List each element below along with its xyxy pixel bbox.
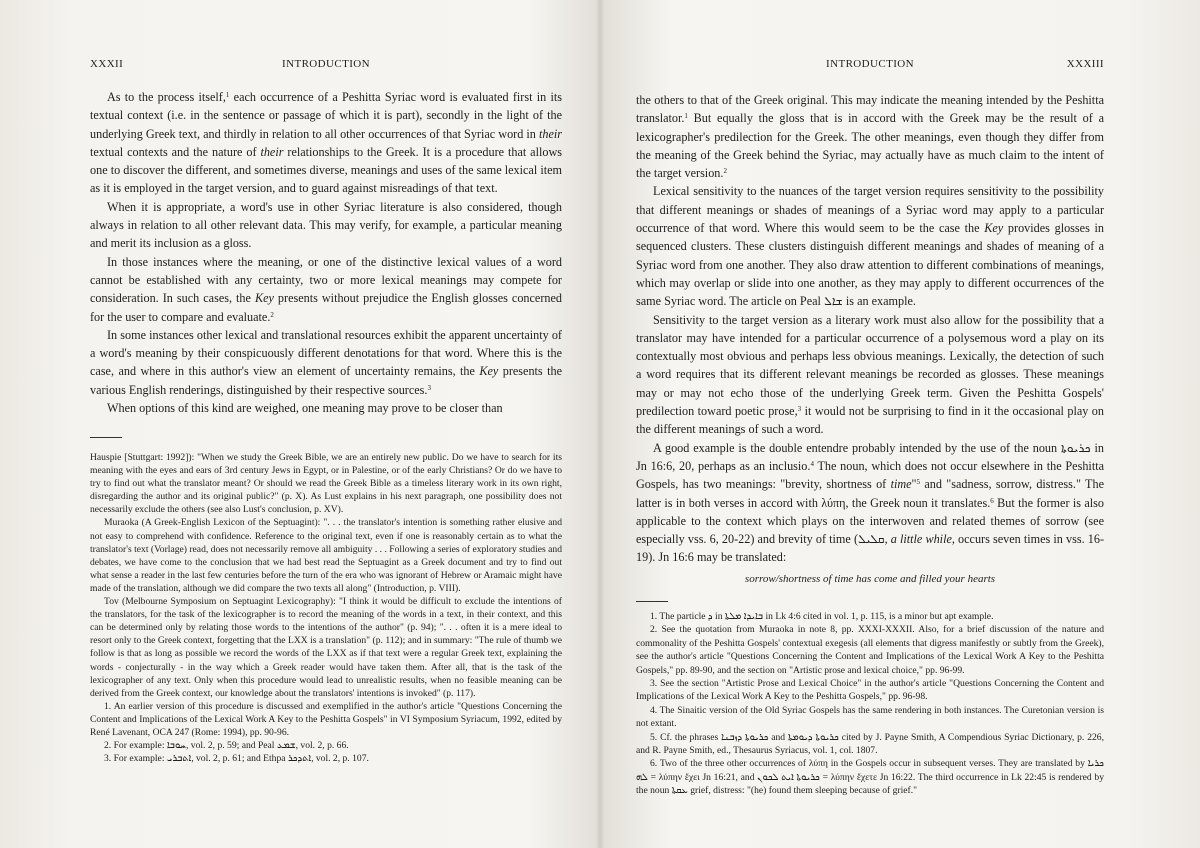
left-page-number: XXXII bbox=[90, 58, 124, 70]
right-footnote-3: 3. See the section "Artistic Prose and Lexical Choice" in the author's article "Questions Concerning the Content and Implications of the Lexical Work A Key to the Peshitta Gospels," pp. 96-98. bbox=[636, 678, 1104, 703]
left-footnote-1: 1. An earlier version of this procedure is discussed and exemplified in the author's article "Questions Concerning the Content and Implications of the Lexical Work A Key to the Peshitta Gospels" in VI Symposium Syriacum, 1992, edited by René Lavenant, OCA 247 (Rome: 1994), pp. 90-96. bbox=[90, 700, 562, 738]
right-footnote-6: 6. Two of the three other occurrences of λύπη in the Gospels occur in subsequent verses. They are translated by ܟܪܝܐ ܠܗ = λύπην ἔχει Jn 16:21, and ܟܪܝܘܬܐ ܐܝܬ ܠܟܘܢ = λύπην ἔχετε Jn 16:22. The third occurrence in Lk 22:45 is rendered by the noun ܥܩܬܐ grief, distress: "(he) found them sleeping because of grief." bbox=[636, 758, 1104, 797]
right-paragraph-1: the others to that of the Greek original. This may indicate the meaning intended by the Peshitta translator.$^1$ But equally the gloss that is in accord with the Greek may be the result of a lexicographer's predilection for the Greek. The other meanings, even though they differ from the meaning of the Greek behind the Syriac, may actually have as much claim to the intent of the target version.$^2$ bbox=[636, 93, 1104, 181]
right-footnotes bbox=[636, 610, 1104, 798]
right-paragraph-3: Sensitivity to the target version as a literary work must also allow for the possibility that a translator may have intended for a particular occurrence of a polysemous word a play on its contextually most obvious and perhaps less obvious meanings. Lexically, the detection of such a word requires that its different relevant meanings be recorded as glosses. These meanings may or may not echo those of the underlying Greek term. Given the Peshitta Gospels' predilection toward poetic prose,$^3$ it would not be surprising to find in it the occasional play on the different meanings of such a word. bbox=[636, 312, 1104, 437]
left-running-header bbox=[90, 58, 562, 74]
left-body-text bbox=[90, 88, 562, 417]
left-running-head-title: INTRODUCTION bbox=[282, 58, 370, 70]
translation-quote: sorrow/shortness of time has come and filled your hearts bbox=[744, 572, 996, 585]
left-footnote-2: 2. For example: ܚܘܒܐ, vol. 2, p. 59; and Peal ܫܡܥ, vol. 2, p. 66. bbox=[104, 740, 349, 752]
left-paragraph-3: In those instances where the meaning, or one of the distinctive lexical values of a word cannot be established with any certainty, two or more lexical meanings may compete for consideration. In such cases, the Key presents without prejudice the English glosses concerned for the user to compare and evaluate.$^2$ bbox=[90, 254, 562, 324]
right-page-number: XXXIII bbox=[1066, 58, 1104, 70]
right-footnote-2: 2. See the quotation from Muraoka in note 8, pp. XXXI-XXXII. Also, for a brief discussion of the nature and commonality of the Peshitta Gospels' contextual exegesis (all elements that digress manifestly or subtly from the Greek), see the author's article "Questions Concerning the Content and Implications of the Lexical Work A Key to the Peshitta Gospels," pp. 89-90, and the section on "Artistic prose and lexical choice," pp. 96-99. bbox=[636, 624, 1104, 676]
left-paragraph-2: When it is appropriate, a word's use in other Syriac literature is also considered, though always in relation to all other relevant data. This may verify, for example, a particular meaning and merit its inclusion as a gloss. bbox=[90, 199, 562, 251]
right-paragraph-4: A good example is the double entendre probably intended by the use of the noun ܟܪܝܘܬܐ in Jn 16:6, 20, perhaps as an inclusio.$^4$ The noun, which does not occur elsewhere in the Peshitta Gospels, has two meanings: "brevity, shortness of time"$^5$ and "sadness, sorrow, distress." The latter is in both verses in accord with λύπη, the Greek noun it translates.$^6$ But the former is also applicable to the context which plays on the interwoven and related themes of sorrow (see especially vss. 6, 20-22) and brevity of time (ܩܠܝܠ, a little while, occurs seven times in vss. 16-19). Jn 16:6 may be translated: bbox=[636, 440, 1104, 565]
left-footnote-rule bbox=[90, 437, 122, 438]
left-page bbox=[90, 0, 562, 848]
right-body-text bbox=[636, 91, 1104, 588]
right-running-head-title: INTRODUCTION bbox=[826, 58, 914, 70]
left-footnote-continued: Hauspie [Stuttgart: 1992]): "When we study the Greek Bible, we are an entirely new public. Do we have to search for its meaning with the eyes and ears of 3rd century Jews in Egypt, or in Palestine, or of the early Christians? Or do we have to try to find out what the translator meant? Or should we read the Greek Bible as a timeless literary work in its own right, disregarding the author and its original public?" (p. X). As Lust explains in his next paragraph, one possibility does not necessarily exclude the others (see also Lust's conclusion, p. XV). bbox=[90, 452, 562, 516]
left-footnote-muraoka: Muraoka (A Greek-English Lexicon of the Septuagint): ". . . the translator's intention is something rather elusive and not easy to comprehend with confidence. Reference to the original text, even if one is reasonably certain as to what the translator's text (Vorlage) read, does not necessarily remove all ambiguity . . . Following a series of exploratory studies and debates, we have come to the conclusion that we had best read the Septuagint as a Greek document and try to find out what sense a reader in the last few centuries before the turn of the era who was ignorant of Hebrew or Aramaic might have made of the translation, although we did compare the two texts all along" (Introduction, p. VIII). bbox=[90, 517, 562, 594]
right-page bbox=[636, 0, 1104, 848]
right-footnote-1: 1. The particle ܕ in ܒܐܝܕܐ ܡܠܬܐ in Lk 4:6 cited in vol. 1, p. 115, is a minor but apt example. bbox=[650, 611, 994, 622]
right-footnote-rule bbox=[636, 601, 668, 602]
right-footnote-5: 5. Cf. the phrases ܟܪܝܘܬܐ ܕܙܒܢܐ and ܟܪܝܘܬܐ ܕܝܘܡܬܐ cited by J. Payne Smith, A Compendious Syriac Dictionary, p. 226, and R. Payne Smith, ed., Thesaurus Syriacus, vol. 1, col. 1807. bbox=[636, 731, 1104, 757]
right-footnote-4: 4. The Sinaitic version of the Old Syriac Gospels has the same rendering in both instances. The Curetonian version is not extant. bbox=[636, 704, 1104, 730]
right-running-header bbox=[636, 58, 1104, 74]
left-footnote-tov: Tov (Melbourne Symposium on Septuagint Lexicography): "I think it would be difficult to exclude the intentions of the translators, for the task of the lexicographer is to record the meaning of the words in a text, in their context, and this can be determined only by relating those words to the intentions of the author" (p. 94); ". . . often it is a mere ideal to resort only to the Greek context, forgetting that the LXX is a translation" (p. 112); and in summary: "The rule of thumb we follow is that as long as possible we record the words of the LXX as if that text were a regular Greek text, explaining the words - conjecturally - in the way which a Greek reader would have taken them. After all, that is the task of the lexicographer of any text. Only when this procedure would lead to unrealistic results, when no feasible meaning can be derived from the Greek context, our knowledge about the translators' intentions is invoked" (p. 117). bbox=[90, 596, 562, 699]
left-paragraph-1: As to the process itself,$^1$ each occurrence of a Peshitta Syriac word is evaluated first in its textual context (i.e. in the sentence or passage of which it is part), secondly in the light of the underlying Greek text, and thirdly in relation to all other occurrences of that Syriac word in their textual contexts and the nature of their relationships to the Greek. It is a procedure that allows one to discover the different, and sometimes diverse, meanings and uses of the same lexical item as it is employed in the target version, and to guard against misreadings of that text. bbox=[90, 90, 562, 196]
left-footnote-3: 3. For example: ܐܬܒܪܝ, vol. 2, p. 61; and Ethpa ܐܬܕܟܪ, vol. 2, p. 107. bbox=[104, 753, 369, 765]
left-paragraph-4: In some instances other lexical and translational resources exhibit the apparent uncertainty of a word's meaning by their conspicuously different denotations for that word. Where this is the case, and where in this author's view an element of uncertainty remains, the Key presents the various English renderings, distinguished by their respective sources.$^3$ bbox=[90, 327, 562, 397]
left-footnotes bbox=[90, 451, 562, 765]
left-paragraph-5: When options of this kind are weighed, one meaning may prove to be closer than bbox=[107, 401, 503, 416]
right-paragraph-2: Lexical sensitivity to the nuances of the target version requires sensitivity to the possibility that different meanings or shades of meanings of a Syriac word may apply to a particular occurrence of that word. Where this would seem to be the case the Key provides glosses in sequenced clusters. These clusters distinguish different meanings and shades of meaning of a Syriac word from one another. They also draw attention to different combinations of meanings, which may overlap or slide into one another, as they may apply to different occurrences of the same Syriac word. The article on Peal ܫܐܠ is an example. bbox=[636, 184, 1104, 309]
